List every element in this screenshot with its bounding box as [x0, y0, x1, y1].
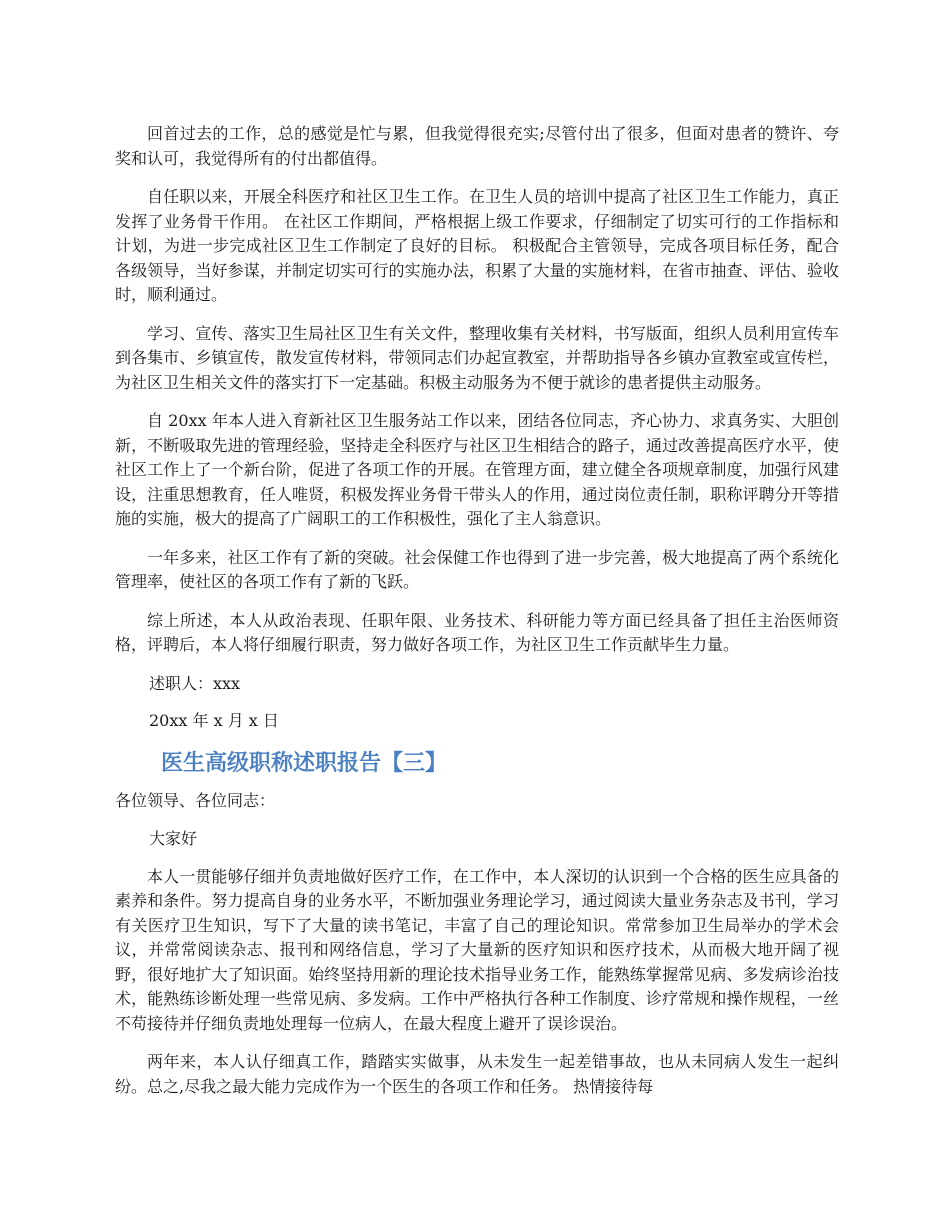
body-paragraph: 回首过去的工作，总的感觉是忙与累，但我觉得很充实;尽管付出了很多，但面对患者的赞许、夸奖和认可，我觉得所有的付出都值得。	[115, 124, 839, 168]
body-paragraph: 自任职以来，开展全科医疗和社区卫生工作。在卫生人员的培训中提高了社区卫生工作能力，真正发挥了业务骨干作用。 在社区工作期间，严格根据上级工作要求，仔细制定了切实可行的工作指标和计划，为进一步完成社区卫生工作制定了良好的目标。 积极配合主管领导，完成各项目标任务，配合各级领导，当好参谋，并制定切实可行的实施办法，积累了大量的实施材料，在省市抽查、评估、验收时，顺利通过。	[115, 187, 839, 304]
section-title: 医生高级职称述职报告【三】	[161, 750, 448, 776]
salutation: 各位领导、各位同志：	[115, 790, 276, 810]
date-line: 20xx 年 x 月 x 日	[149, 711, 279, 730]
signature-line: 述职人：xxx	[149, 673, 241, 693]
body-paragraph: 综上所述，本人从政治表现、任职年限、业务技术、科研能力等方面已经具备了担任主治医师资格，评聘后，本人将仔细履行职责，努力做好各项工作，为社区卫生工作贡献毕生力量。	[115, 610, 839, 654]
greeting: 大家好	[149, 829, 198, 848]
document-page	[115, 122, 839, 1113]
body-paragraph: 学习、宣传、落实卫生局社区卫生有关文件，整理收集有关材料，书写版面，组织人员利用宣传车到各集市、乡镇宣传，散发宣传材料，带领同志们办起宣教室，并帮助指导各乡镇办宣教室或宣传栏，为社区卫生相关文件的落实打下一定基础。积极主动服务为不便于就诊的患者提供主动服务。	[115, 323, 839, 392]
body-paragraph: 两年来，本人认仔细真工作，踏踏实实做事，从未发生一起差错事故，也从未同病人发生一起纠纷。总之,尽我之最大能力完成作为一个医生的各项工作和任务。 热情接待每	[115, 1052, 839, 1096]
body-paragraph: 本人一贯能够仔细并负责地做好医疗工作，在工作中，本人深切的认识到一个合格的医生应具备的素养和条件。努力提高自身的业务水平，不断加强业务理论学习，通过阅读大量业务杂志及书刊，学习有关医疗卫生知识，写下了大量的读书笔记，丰富了自己的理论知识。常常参加卫生局举办的学术会议，并常常阅读杂志、报刊和网络信息，学习了大量新的医疗知识和医疗技术，从而极大地开阔了视野，很好地扩大了知识面。始终坚持用新的理论技术指导业务工作，能熟练掌握常见病、多发病诊治技术，能熟练诊断处理一些常见病、多发病。工作中严格执行各种工作制度、诊疗常规和操作规程，一丝不苟接待并仔细负责地处理每一位病人，在最大程度上避开了误诊误治。	[115, 866, 839, 1033]
body-paragraph: 一年多来，社区工作有了新的突破。社会保健工作也得到了进一步完善，极大地提高了两个系统化管理率，使社区的各项工作有了新的飞跃。	[115, 547, 839, 591]
body-paragraph: 自 20xx 年本人进入育新社区卫生服务站工作以来，团结各位同志，齐心协力、求真务实、大胆创新，不断吸取先进的管理经验，坚持走全科医疗与社区卫生相结合的路子，通过改善提高医疗水平，使社区工作上了一个新台阶，促进了各项工作的开展。在管理方面，建立健全各项规章制度，加强行风建设，注重思想教育，任人唯贤，积极发挥业务骨干带头人的作用，通过岗位责任制，职称评聘分开等措施的实施，极大的提高了广阔职工的工作积极性，强化了主人翁意识。	[115, 411, 839, 528]
